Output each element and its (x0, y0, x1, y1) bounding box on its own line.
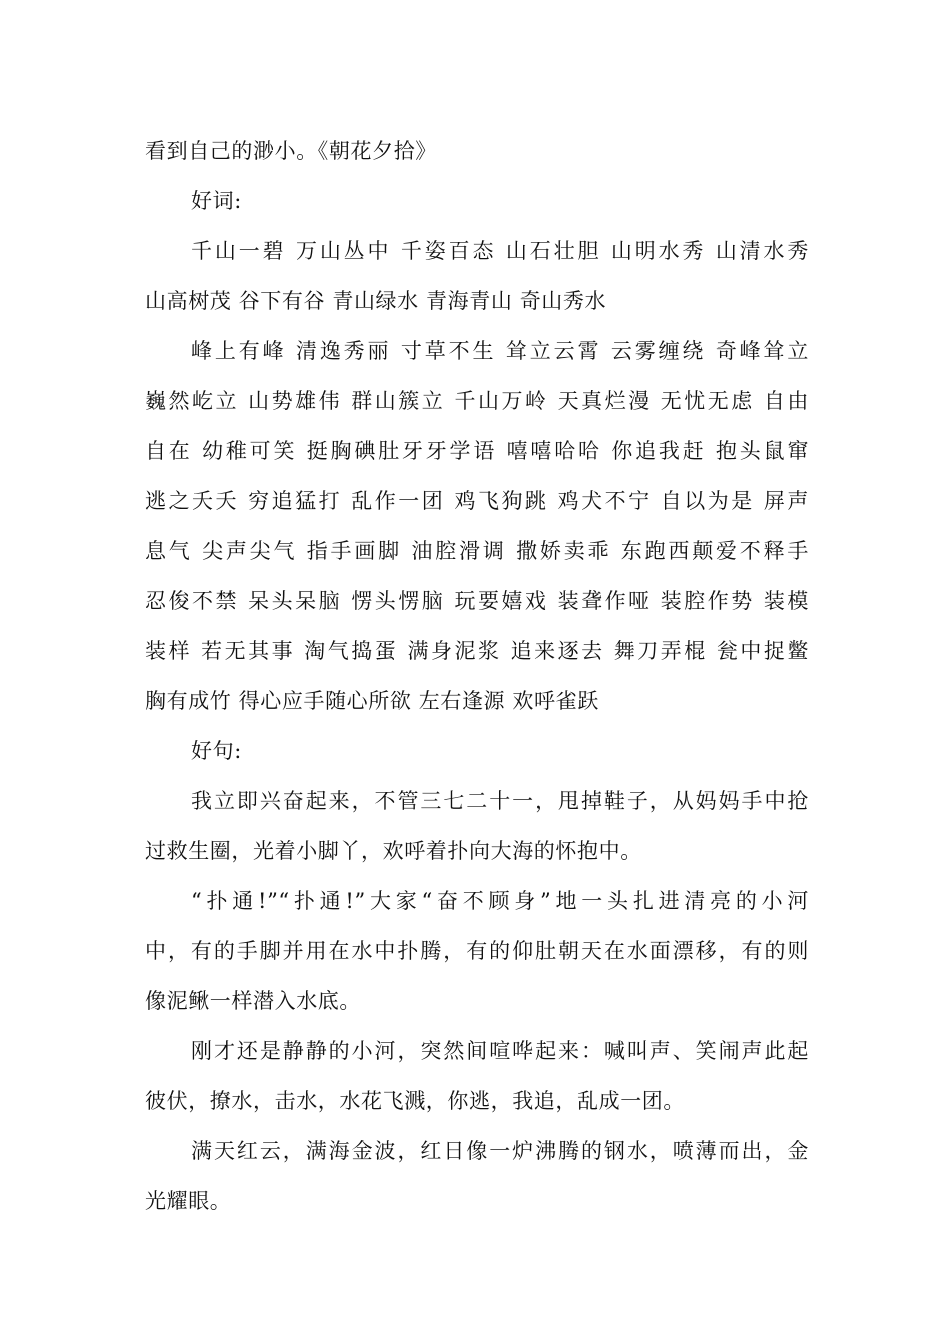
text-line: 山高树茂 谷下有谷 青山绿水 青海青山 奇山秀水 (145, 289, 607, 313)
text-line: 巍然屹立 山势雄伟 群山簇立 千山万岭 天真烂漫 无忧无虑 自由 (145, 389, 809, 413)
text-line: 峰上有峰 清逸秀丽 寸草不生 耸立云霄 云雾缠绕 奇峰耸立 (191, 339, 809, 363)
text-line: 中，有的手脚并用在水中扑腾，有的仰肚朝天在水面漂移，有的则 (145, 939, 809, 963)
text-line: 像泥鳅一样潜入水底。 (145, 989, 361, 1013)
text-line: 装样 若无其事 淘气捣蛋 满身泥浆 追来逐去 舞刀弄棍 瓮中捉鳖 (145, 639, 809, 663)
text-line: 胸有成竹 得心应手随心所欲 左右逢源 欢呼雀跃 (145, 689, 599, 713)
text-line: 刚才还是静静的小河，突然间喧哗起来：喊叫声、笑闹声此起 (191, 1039, 809, 1063)
text-line: 自在 幼稚可笑 挺胸碘肚牙牙学语 嘻嘻哈哈 你追我赶 抱头鼠窜 (145, 439, 809, 463)
text-line: 忍俊不禁 呆头呆脑 愣头愣脑 玩要嬉戏 装聋作哑 装腔作势 装模 (145, 589, 809, 613)
text-line: 满天红云，满海金波，红日像一炉沸腾的钢水，喷薄而出，金 (191, 1139, 809, 1163)
text-line: “扑通!”“扑通!”大家“奋不顾身”地一头扎进清亮的小河 (191, 889, 809, 913)
text-line: 彼伏，撩水，击水，水花飞溅，你逃，我追，乱成一团。 (145, 1089, 685, 1113)
text-line: 过救生圈，光着小脚丫，欢呼着扑向大海的怀抱中。 (145, 839, 642, 863)
text-line: 我立即兴奋起来，不管三七二十一，甩掉鞋子，从妈妈手中抢 (191, 789, 809, 813)
section-heading-good-words: 好词: (191, 189, 242, 213)
text-line: 看到自己的渺小。《朝花夕拾》 (145, 139, 437, 163)
text-line: 光耀眼。 (145, 1189, 232, 1213)
text-line: 逃之夭夭 穷追猛打 乱作一团 鸡飞狗跳 鸡犬不宁 自以为是 屏声 (145, 489, 809, 513)
text-line: 千山一碧 万山丛中 千姿百态 山石壮胆 山明水秀 山清水秀 (191, 239, 809, 263)
text-line: 息气 尖声尖气 指手画脚 油腔滑调 撒娇卖乖 东跑西颠爱不释手 (145, 539, 809, 563)
section-heading-good-sentences: 好句: (191, 739, 242, 763)
